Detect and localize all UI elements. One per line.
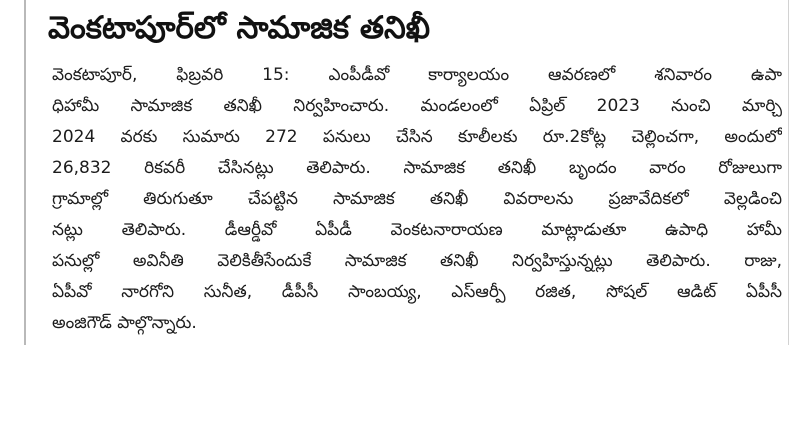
article-line: 26,832 రికవరీ చేసినట్లు తెలిపారు. సామాజిక తనిఖీ బృందం వారం రోజులుగా [52,158,782,178]
article-body [52,60,782,339]
article-line: 2024 వరకు సుమారు 272 పనులు చేసిన కూలీలకు రూ.2కోట్ల చెల్లించగా, అందులో [52,127,782,147]
article-headline: వెంకటాపూర్‌లో సామాజిక తనిఖీ [48,10,431,46]
article-line: నట్లు తెలిపారు. డీఆర్డీవో ఏపీడీ వెంకటనారాయణ మాట్లాడుతూ ఉపాధి హామీ [52,220,782,240]
article-line: ధిహామీ సామాజిక తనిఖీ నిర్వహించారు. మండలంలో ఏప్రిల్ 2023 నుంచి మార్చి [52,96,782,116]
column-divider-right [788,0,789,345]
article-line: ఏపీవో నారగోని సునీత, డీపీసీ సాంబయ్య, ఎస్ఆర్పీ రజిత, సోషల్ ఆడిట్ ఏపీసీ [52,282,782,302]
article-line: వెంకటాపూర్, ఫిబ్రవరి 15: ఎంపీడీవో కార్యాలయం ఆవరణలో శనివారం ఉపా [52,65,782,85]
article-line: పనుల్లో అవినీతి వెలికితీసేందుకే సామాజిక తనిఖీ నిర్వహిస్తున్నట్లు తెలిపారు. రాజు, [52,251,782,271]
column-divider-left [24,0,26,345]
article-line: అంజిగౌడ్ పాల్గొన్నారు. [52,313,197,333]
article-line: గ్రామాల్లో తిరుగుతూ చేపట్టిన సామాజిక తనిఖీ వివరాలను ప్రజావేదికలో వెల్లడించి [52,189,782,209]
